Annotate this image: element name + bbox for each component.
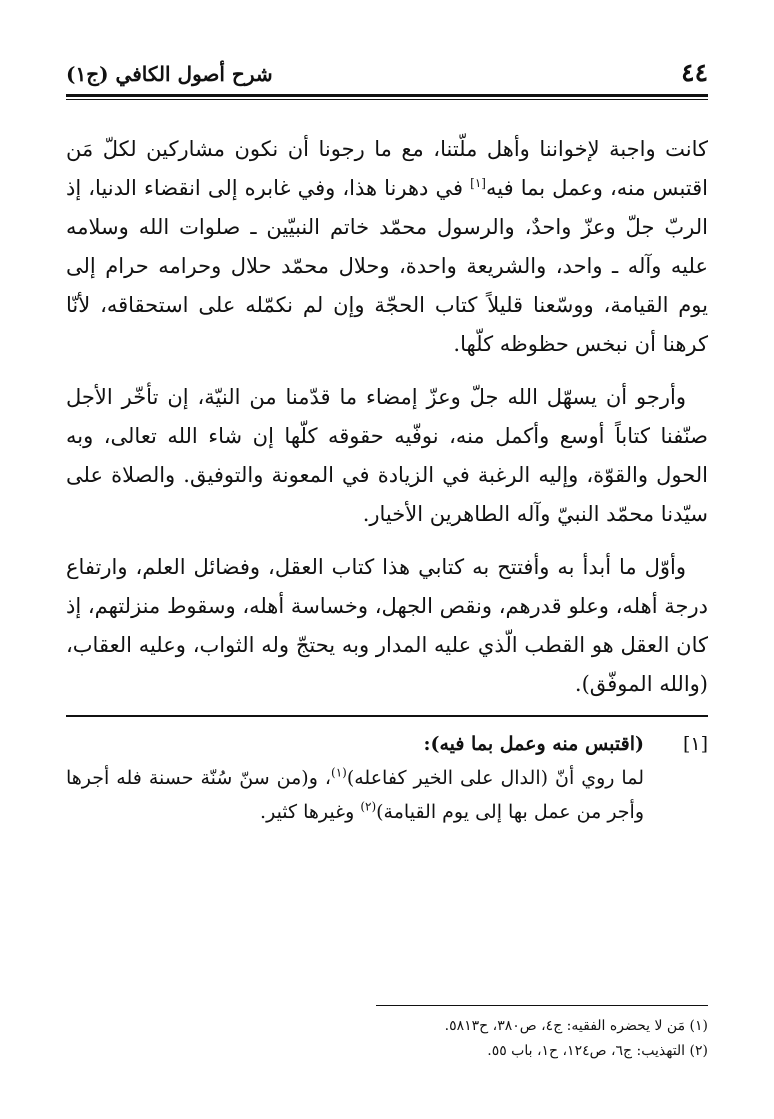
note-reference: [١]: [470, 176, 486, 190]
note-content: [66, 727, 644, 829]
note-text-b: ، و(من سنّ سُنّة حسنة فله أجرها وأجر من عمل بها إلى يوم القيامة): [66, 767, 644, 823]
footnote-text: مَن لا يحضره الفقيه: ج٤، ص٣٨٠، ح٥٨١٣.: [444, 1018, 686, 1034]
footnote-divider: [376, 1005, 708, 1006]
page-header: [66, 54, 708, 94]
commentary-note: [66, 727, 708, 829]
paragraph-1-part-b: في دهرنا هذا، وفي غابره إلى انقضاء الدنيا، إذ الربّ جلّ وعزّ واحدٌ، والرسول محمّد خاتم النبيّين ـ صلوات الله وسلامه عليه وآله ـ واحد، والشريعة واحدة، وحلال محمّد حلال وحرامه حرام إلى يوم القيامة، ووسّعنا قليلاً كتاب الحجّة وإن لم نكمّله على استحقاقه، لأنّا كرهنا أن نبخس حظوظه كلّها.: [66, 176, 708, 356]
paragraph-2: وأرجو أن يسهّل الله جلّ وعزّ إمضاء ما قدّمنا من النيّة، إن تأخّر الأجل صنّفنا كتاباً أوسع وأكمل منه، نوفّيه حقوقه كلّها إن شاء الله تعالى، وبه الحول والقوّة، وإليه الرغبة في الزيادة في المعونة والتوفيق. والصلاة على سيّدنا محمّد النبيّ وآله الطاهرين الأخيار.: [66, 385, 708, 526]
page-number: ٤٤: [681, 58, 708, 87]
footnotes: [330, 1014, 708, 1064]
paragraph-3: وأوّل ما أبدأ به وأفتتح به كتابي هذا كتاب العقل، وفضائل العلم، وارتفاع درجة أهله، وعلو قدرهم، ونقص الجهل، وخساسة أهله، وسقوط منزلتهم، إذ كان العقل هو القطب الّذي عليه المدار وبه يحتجّ وله الثواب، وعليه العقاب، (والله الموفّق).: [66, 555, 708, 696]
note-title: (اقتبس منه وعمل بما فيه):: [423, 733, 644, 755]
note-text-c: وغيرها كثير.: [260, 801, 361, 823]
footnote-reference-2: (٢): [360, 799, 377, 814]
commentary-divider: [66, 715, 708, 717]
footnote-number: (٢): [689, 1043, 708, 1059]
running-title: شرح أصول الكافي (ج١): [66, 62, 273, 86]
header-rule-thin: [66, 99, 708, 100]
paragraph-1-part-a: كانت واجبة لإخواننا وأهل ملّتنا، مع ما رجونا أن نكون مشاركين لكلّ مَن اقتبس منه، وعمل بما فيه: [66, 137, 708, 200]
footnote-reference-1: (١): [331, 765, 347, 780]
header-rule: [66, 94, 708, 97]
main-text: [66, 130, 708, 718]
footnote-1: [330, 1014, 708, 1039]
note-marker: [١]: [682, 733, 708, 755]
note-text: [66, 761, 644, 829]
note-text-a: لما روي أنّ (الدال على الخير كفاعله): [346, 767, 644, 789]
footnote-text: التهذيب: ج٦، ص١٢٤، ح١، باب ٥٥.: [487, 1043, 686, 1059]
footnote-number: (١): [689, 1018, 708, 1034]
paragraph-1: [66, 130, 708, 364]
footnote-2: [330, 1039, 708, 1064]
